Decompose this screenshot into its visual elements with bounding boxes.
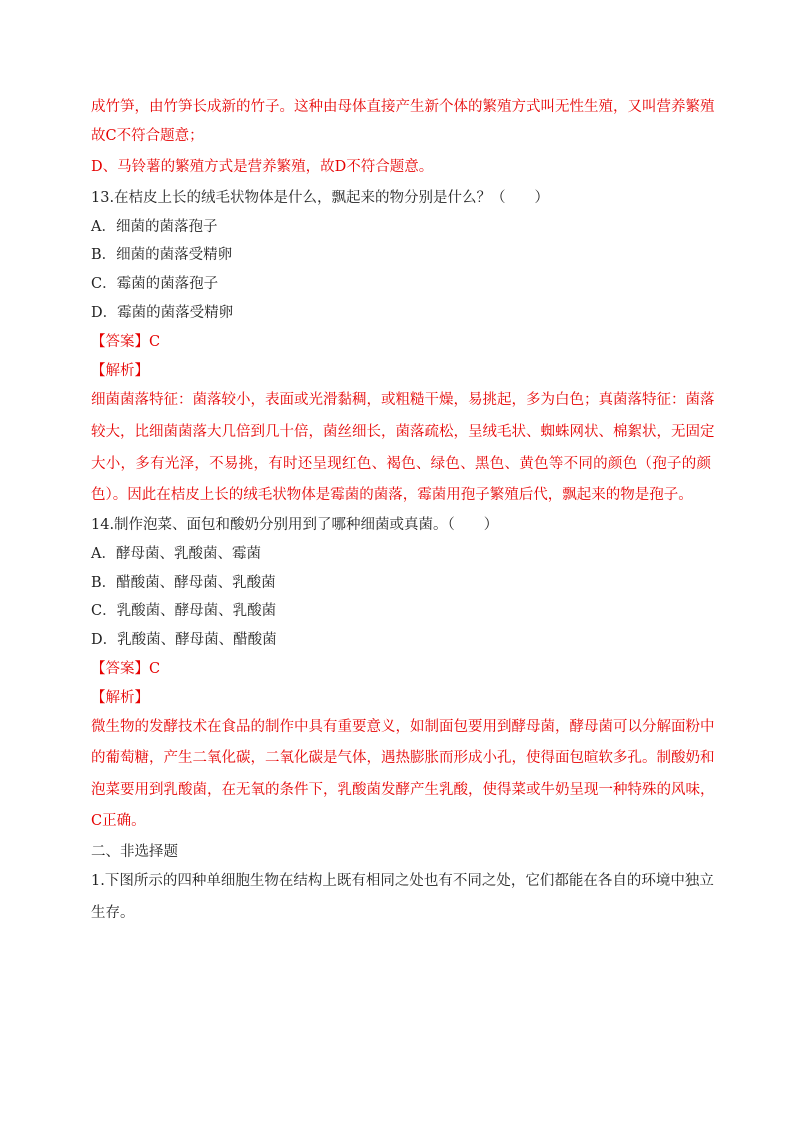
q13-analysis-line-2: 较大，比细菌菌落大几倍到几十倍，菌丝细长，菌落疏松，呈绒毛状、蜘蛛网状、棉絮状，无固定	[91, 424, 715, 440]
q14-stem: 14.制作泡菜、面包和酸奶分别用到了哪种细菌或真菌。（ ）	[91, 517, 499, 533]
q13-analysis-line-1: 细菌菌落特征：菌落较小，表面或光滑黏稠，或粗糙干燥，易挑起，多为白色；真菌落特征：菌落	[91, 392, 715, 408]
q13-analysis-line-3: 大小，多有光泽，不易挑，有时还呈现红色、褐色、绿色、黑色、黄色等不同的颜色（孢子的颜	[91, 456, 711, 472]
q13-answer: 【答案】C	[91, 334, 161, 350]
q14-analysis-line-1: 微生物的发酵技术在食品的制作中具有重要意义，如制面包要用到酵母菌，酵母菌可以分解面粉中	[91, 719, 715, 735]
q13-option-a: A．细菌的菌落孢子	[91, 219, 218, 235]
q14-option-b: B．醋酸菌、酵母菌、乳酸菌	[91, 575, 276, 591]
q14-analysis-line-2: 的葡萄糖，产生二氧化碳，二氧化碳是气体，遇热膨胀而形成小孔，使得面包暄软多孔。制酸奶和	[91, 750, 715, 766]
q13-option-d: D．霉菌的菌落受精卵	[91, 305, 234, 321]
q14-analysis-label: 【解析】	[91, 690, 149, 706]
section2-q1-line-2: 生存。	[91, 905, 135, 921]
prev-analysis-line-2: 故C不符合题意；	[91, 128, 204, 144]
q13-analysis-line-4: 色）。因此在桔皮上长的绒毛状物体是霉菌的菌落，霉菌用孢子繁殖后代，飘起来的物是孢子。	[91, 487, 693, 503]
section2-q1-line-1: 1.下图所示的四种单细胞生物在结构上既有相同之处也有不同之处，它们都能在各自的环境中独立	[91, 873, 714, 889]
prev-analysis-line-1: 成竹笋，由竹笋长成新的竹子。这种由母体直接产生新个体的繁殖方式叫无性生殖，又叫营养繁殖	[91, 99, 715, 115]
q14-analysis-line-3: 泡菜要用到乳酸菌，在无氧的条件下，乳酸菌发酵产生乳酸，使得菜或牛奶呈现一种特殊的风味，	[91, 782, 715, 798]
q14-option-a: A．酵母菌、乳酸菌、霉菌	[91, 546, 261, 562]
q13-option-c: C．霉菌的菌落孢子	[91, 276, 219, 292]
q13-option-b: B．细菌的菌落受精卵	[91, 247, 233, 263]
q14-option-c: C．乳酸菌、酵母菌、乳酸菌	[91, 603, 277, 619]
q14-answer: 【答案】C	[91, 661, 161, 677]
q13-stem: 13.在桔皮上长的绒毛状物体是什么，飘起来的物分别是什么？（ ）	[91, 190, 550, 206]
prev-analysis-line-3: D、马铃薯的繁殖方式是营养繁殖，故D不符合题意。	[91, 159, 434, 175]
q14-analysis-line-4: C正确。	[91, 813, 146, 829]
q14-option-d: D．乳酸菌、酵母菌、醋酸菌	[91, 632, 277, 648]
q13-analysis-label: 【解析】	[91, 363, 149, 379]
section-heading: 二、非选择题	[91, 844, 178, 860]
